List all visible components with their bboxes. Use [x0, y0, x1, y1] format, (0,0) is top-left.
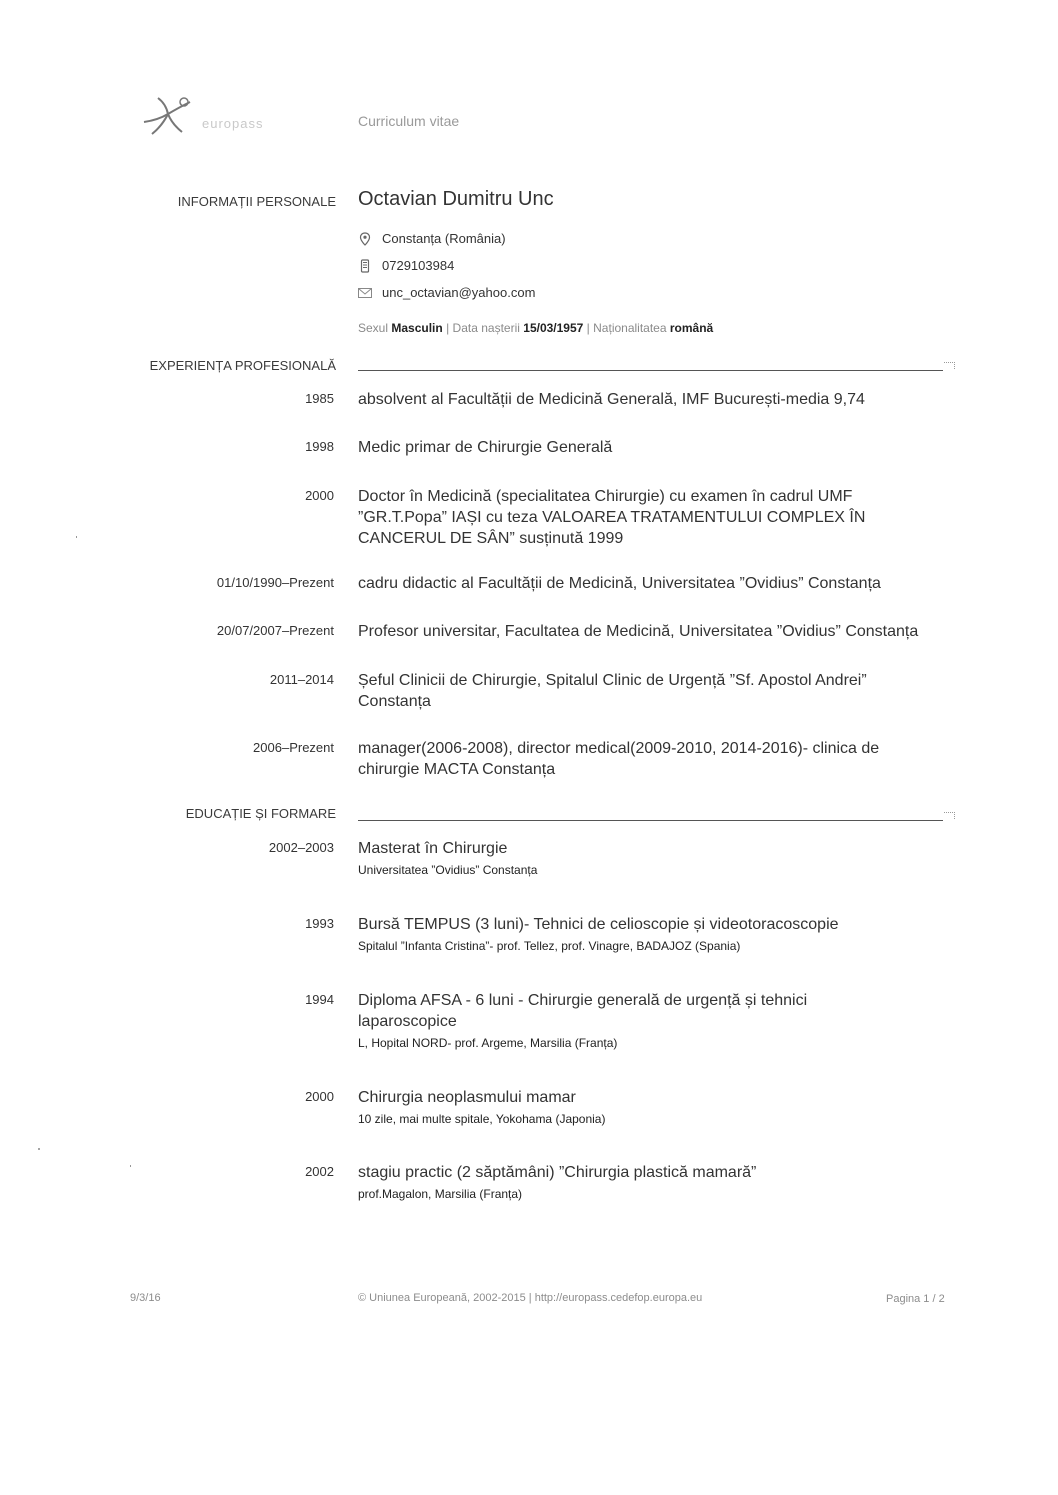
- education-date: 1993: [305, 916, 334, 931]
- footer-page-number: Pagina 1 / 2: [886, 1293, 945, 1305]
- section-label-personal: INFORMAȚII PERSONALE: [177, 194, 336, 209]
- experience-text: manager(2006-2008), director medical(2009-2010, 2014-2016)- clinica de chirurgie MACTA Constanța: [358, 740, 880, 778]
- footer-copyright: © Uniunea Europeană, 2002-2015 | http://europass.cedefop.europa.eu: [358, 1292, 703, 1304]
- contact-phone: [358, 258, 454, 273]
- education-title: Diploma AFSA - 6 luni - Chirurgie generală de urgență și tehnici laparoscopice: [358, 992, 808, 1030]
- education-institution: Spitalul ”Infanta Cristina”- prof. Tellez, prof. Vinagre, BADAJOZ (Spania): [358, 939, 741, 953]
- divider-end-mark: [944, 362, 955, 369]
- experience-date: 01/10/1990–Prezent: [216, 575, 334, 590]
- footer-date: 9/3/16: [130, 1292, 161, 1304]
- experience-date: 1985: [305, 391, 334, 406]
- section-label-experience: EXPERIENȚA PROFESIONALĂ: [149, 358, 336, 373]
- person-name: Octavian Dumitru Unc: [358, 188, 554, 210]
- location-text: Constanța (România): [382, 231, 506, 246]
- email-text: unc_octavian@yahoo.com: [382, 285, 536, 300]
- envelope-icon: [358, 286, 372, 300]
- education-title: Chirurgia neoplasmului mamar: [358, 1089, 576, 1106]
- logo-text: europass: [202, 116, 264, 131]
- section-divider: [358, 370, 943, 371]
- education-title: Masterat în Chirurgie: [358, 840, 508, 857]
- experience-date: 2000: [305, 488, 334, 503]
- education-date: 2002: [305, 1164, 334, 1179]
- education-date: 2002–2003: [268, 840, 334, 855]
- experience-text: Medic primar de Chirurgie Generală: [358, 439, 613, 456]
- nationality-label: Naționalitatea: [593, 321, 667, 335]
- phone-text: 0729103984: [382, 258, 455, 273]
- experience-text: Șeful Clinicii de Chirurgie, Spitalul Clinic de Urgență ”Sf. Apostol Andrei” Constanța: [358, 672, 867, 710]
- mobile-phone-icon: [358, 259, 372, 273]
- experience-date: 2006–Prezent: [253, 740, 334, 755]
- experience-text: Profesor universitar, Facultatea de Medicină, Universitatea ”Ovidius” Constanța: [358, 623, 919, 640]
- education-institution: prof.Magalon, Marsilia (Franța): [358, 1187, 523, 1201]
- scan-speck: [76, 536, 77, 538]
- experience-text: absolvent al Facultății de Medicină Generală, IMF București-media 9,74: [358, 391, 865, 408]
- scan-speck: [130, 1165, 131, 1167]
- education-date: 1994: [305, 992, 334, 1007]
- education-institution: 10 zile, mai multe spitale, Yokohama (Japonia): [358, 1112, 606, 1126]
- education-title: stagiu practic (2 săptămâni) ”Chirurgia plastică mamară”: [358, 1164, 757, 1181]
- personal-details-line: Sexul Masculin | Data nașterii 15/03/1957 | Naționalitatea română: [358, 321, 714, 335]
- education-institution: L, Hopital NORD- prof. Argeme, Marsilia (Franța): [358, 1036, 618, 1050]
- contact-email: [358, 285, 535, 300]
- section-label-education: EDUCAȚIE ȘI FORMARE: [185, 806, 336, 821]
- europass-figure-icon: [138, 92, 208, 142]
- location-pin-icon: [358, 232, 372, 246]
- experience-text: cadru didactic al Facultății de Medicină, Universitatea ”Ovidius” Constanța: [358, 575, 881, 592]
- education-date: 2000: [305, 1089, 334, 1104]
- sex-value: Masculin: [391, 321, 443, 335]
- document-title: Curriculum vitae: [358, 113, 460, 129]
- contact-location: [358, 231, 506, 246]
- birth-label: Data nașterii: [452, 321, 520, 335]
- section-divider: [358, 820, 943, 821]
- scan-speck: [38, 1148, 40, 1150]
- divider-end-mark: [944, 812, 955, 819]
- experience-date: 20/07/2007–Prezent: [216, 623, 334, 638]
- sex-label: Sexul: [358, 321, 389, 335]
- experience-text: Doctor în Medicină (specialitatea Chirurgie) cu examen în cadrul UMF ”GR.T.Popa” IAȘI cu teza VALOAREA TRATAMENTULUI COMPLEX ÎN CANCERUL DE SÂN” susținută 1999: [358, 488, 866, 547]
- birth-value: 15/03/1957: [523, 321, 584, 335]
- nationality-value: română: [669, 321, 714, 335]
- experience-date: 2011–2014: [269, 672, 334, 687]
- education-title: Bursă TEMPUS (3 luni)- Tehnici de celioscopie și videotoracoscopie: [358, 916, 839, 933]
- education-institution: Universitatea ”Ovidius” Constanța: [358, 863, 538, 877]
- experience-date: 1998: [305, 439, 334, 454]
